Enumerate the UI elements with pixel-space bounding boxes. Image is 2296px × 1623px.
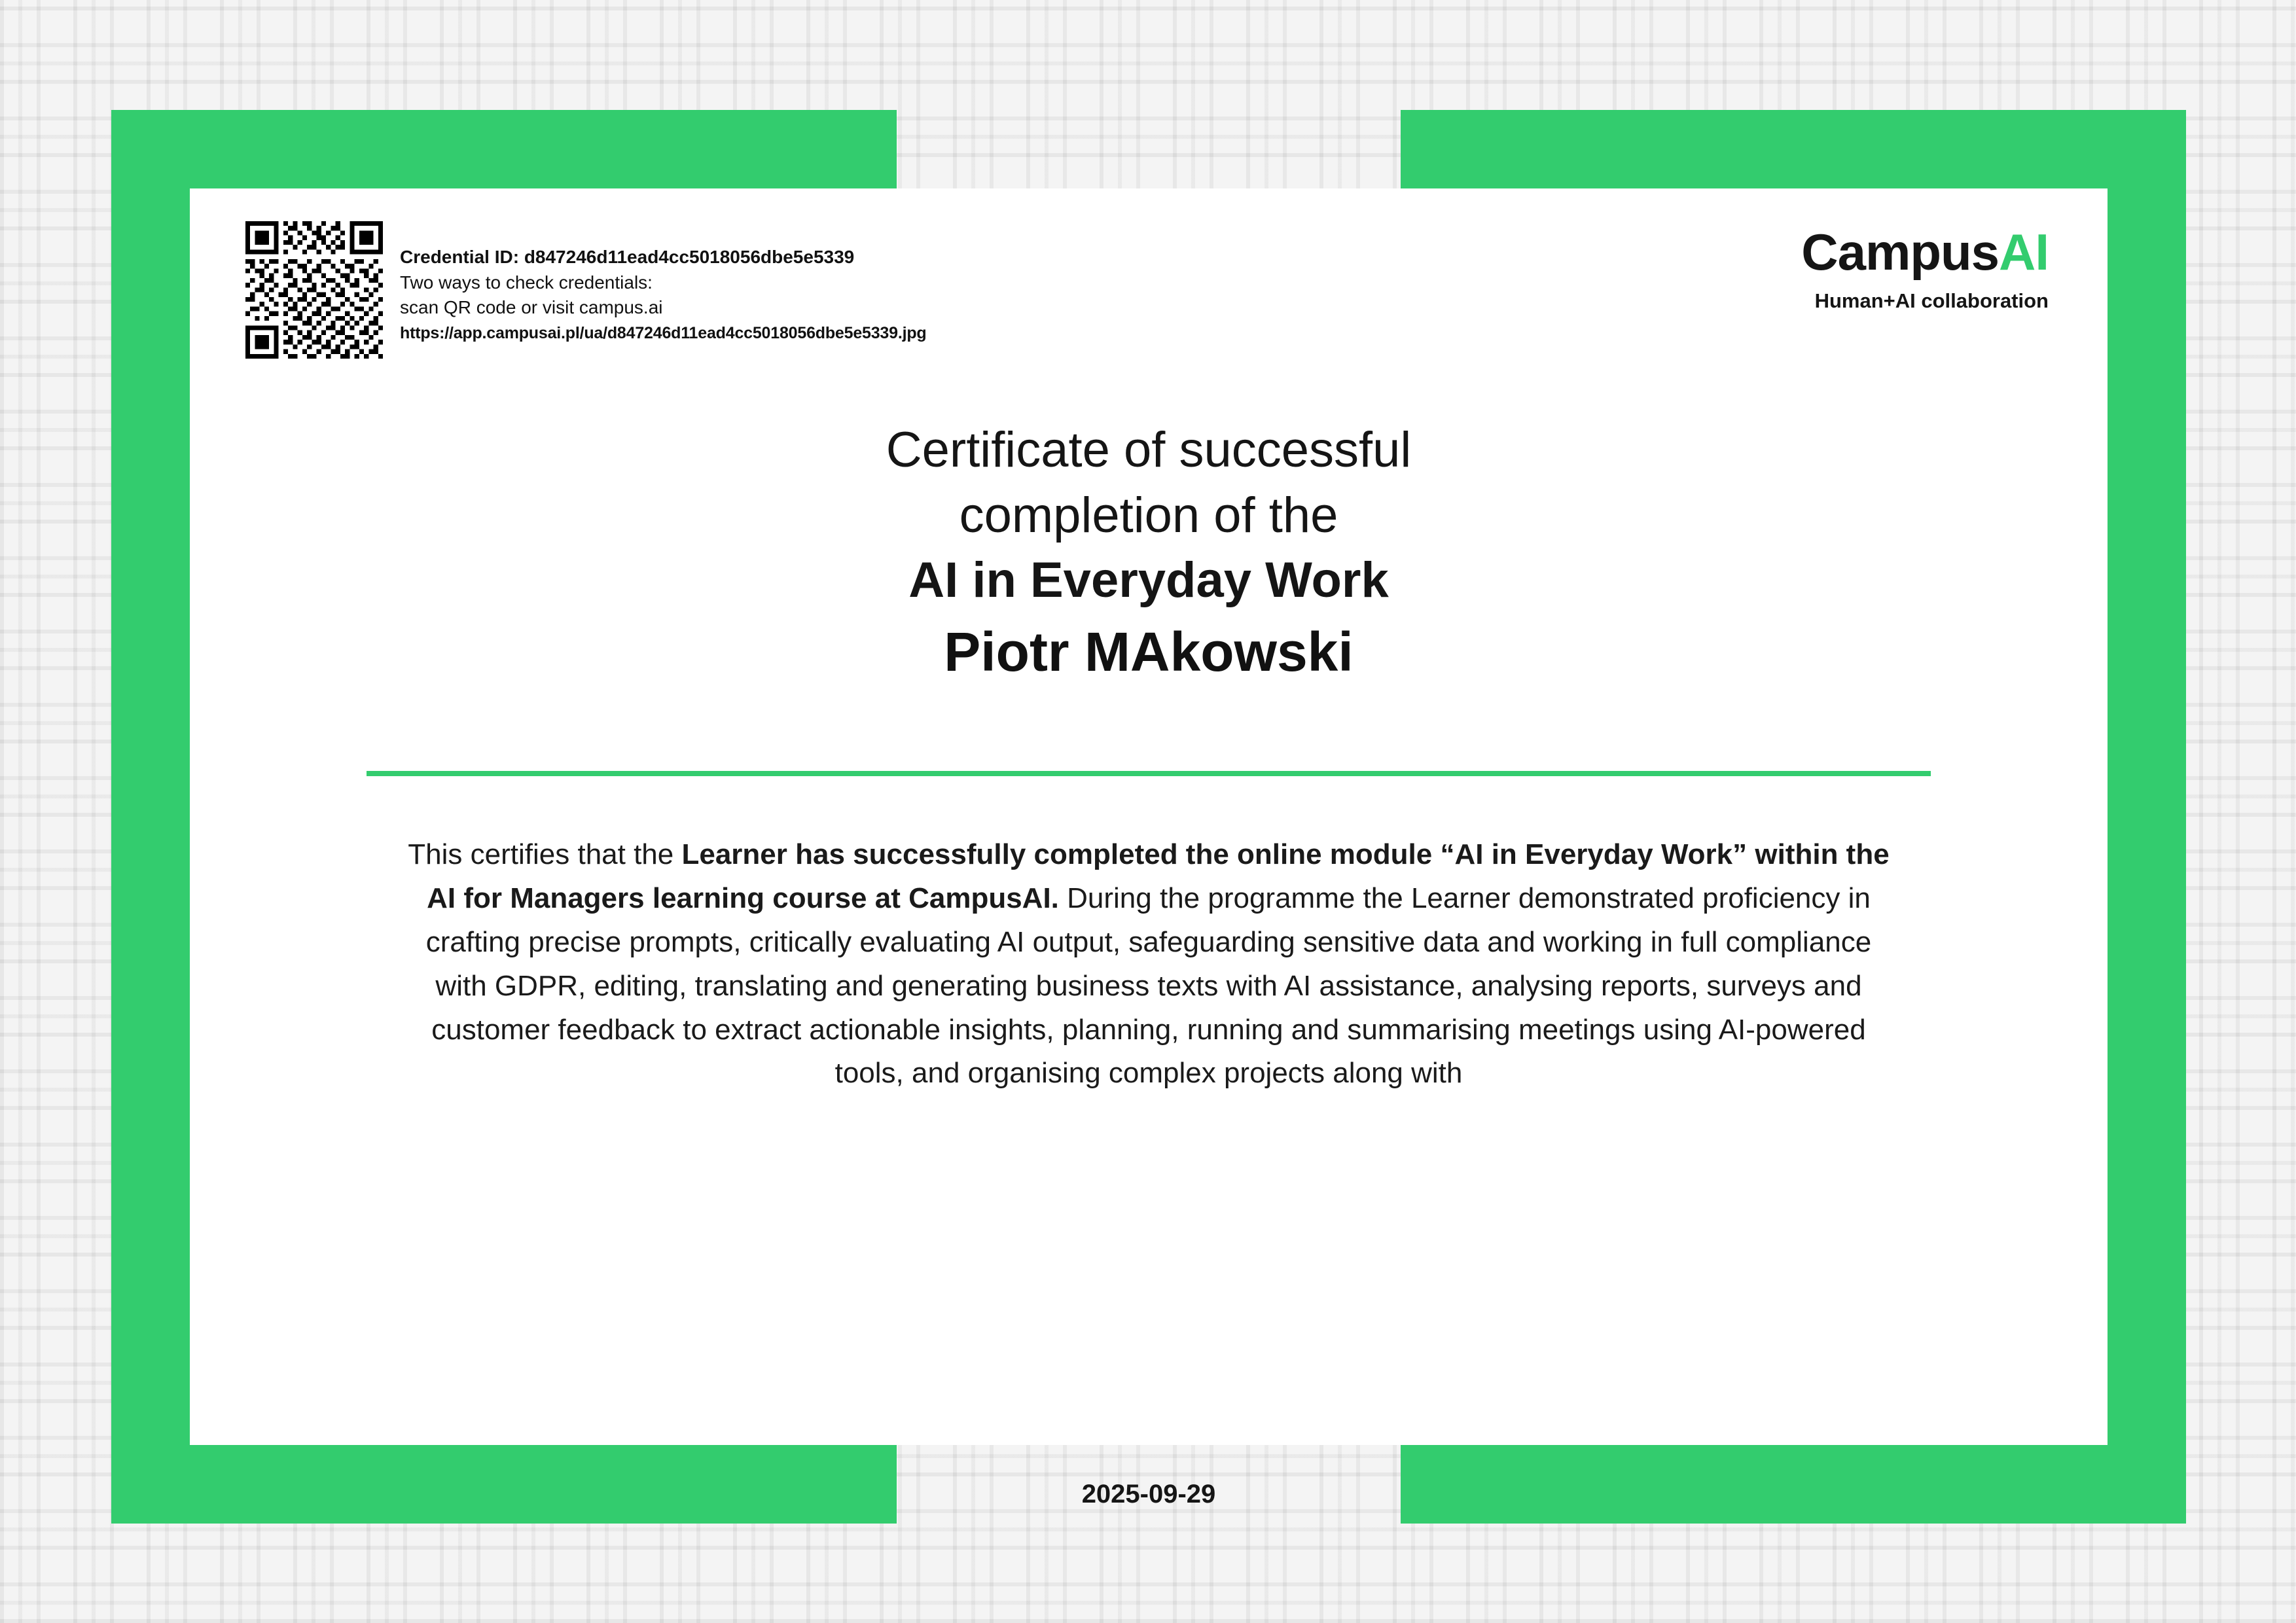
- frame-top-right-block: [1401, 110, 2186, 188]
- credential-id-value: d847246d11ead4cc5018056dbe5e5339: [524, 247, 855, 267]
- issue-date: 2025-09-29: [1081, 1480, 1216, 1508]
- credential-id-line: [400, 245, 926, 270]
- frame-top-left-block: [111, 110, 897, 188]
- title-line-2: completion of the: [959, 487, 1338, 543]
- certificate-body-text: [406, 833, 1892, 1096]
- body-highlight: Learner has successfully completed the online module “AI in Everyday Work” within the AI for Managers learning course at CampusAI.: [427, 838, 1890, 914]
- credential-check-line-1: Two ways to check credentials:: [400, 272, 653, 293]
- logo-ai-text: AI: [1999, 223, 2049, 281]
- credential-check-line-2: scan QR code or visit campus.ai: [400, 297, 663, 318]
- campusai-logo: [1801, 223, 2049, 313]
- frame-left-bar: [111, 110, 190, 1524]
- divider: [367, 771, 1931, 776]
- certificate-inner-page: [190, 188, 2108, 1508]
- qr-code-icon[interactable]: [245, 221, 383, 359]
- certificate-header: [190, 188, 2108, 385]
- frame-right-bar: [2108, 110, 2186, 1524]
- body-intro: This certifies that the: [408, 838, 682, 870]
- logo-wordmark: [1801, 223, 2049, 281]
- certificate-card: [111, 110, 2186, 1524]
- credential-url[interactable]: https://app.campusai.pl/ua/d847246d11ead4cc5018056dbe5e5339.jpg: [400, 323, 927, 342]
- body-rest: During the programme the Learner demonstrated proficiency in crafting precise prompts, critically evaluating AI output, safeguarding sensitive data and working in full compliance with GDPR, editing, translating and generating business texts with AI assistance, analysing reports, surveys and customer feedback to extract actionable insights, planning, running and summarising meetings using AI-powered tools, and organising complex projects along with: [425, 882, 1872, 1090]
- logo-tagline: Human+AI collaboration: [1814, 289, 2049, 312]
- course-name: AI in Everyday Work: [908, 552, 1389, 609]
- title-line-1: Certificate of successful: [886, 422, 1412, 478]
- credential-text-block: [400, 221, 926, 344]
- logo-campus-text: Campus: [1801, 223, 1999, 281]
- certificate-title: [190, 418, 2108, 613]
- credential-id-label: Credential ID:: [400, 247, 524, 267]
- credential-block: [245, 221, 926, 359]
- recipient-name: Piotr MAkowski: [944, 621, 1354, 683]
